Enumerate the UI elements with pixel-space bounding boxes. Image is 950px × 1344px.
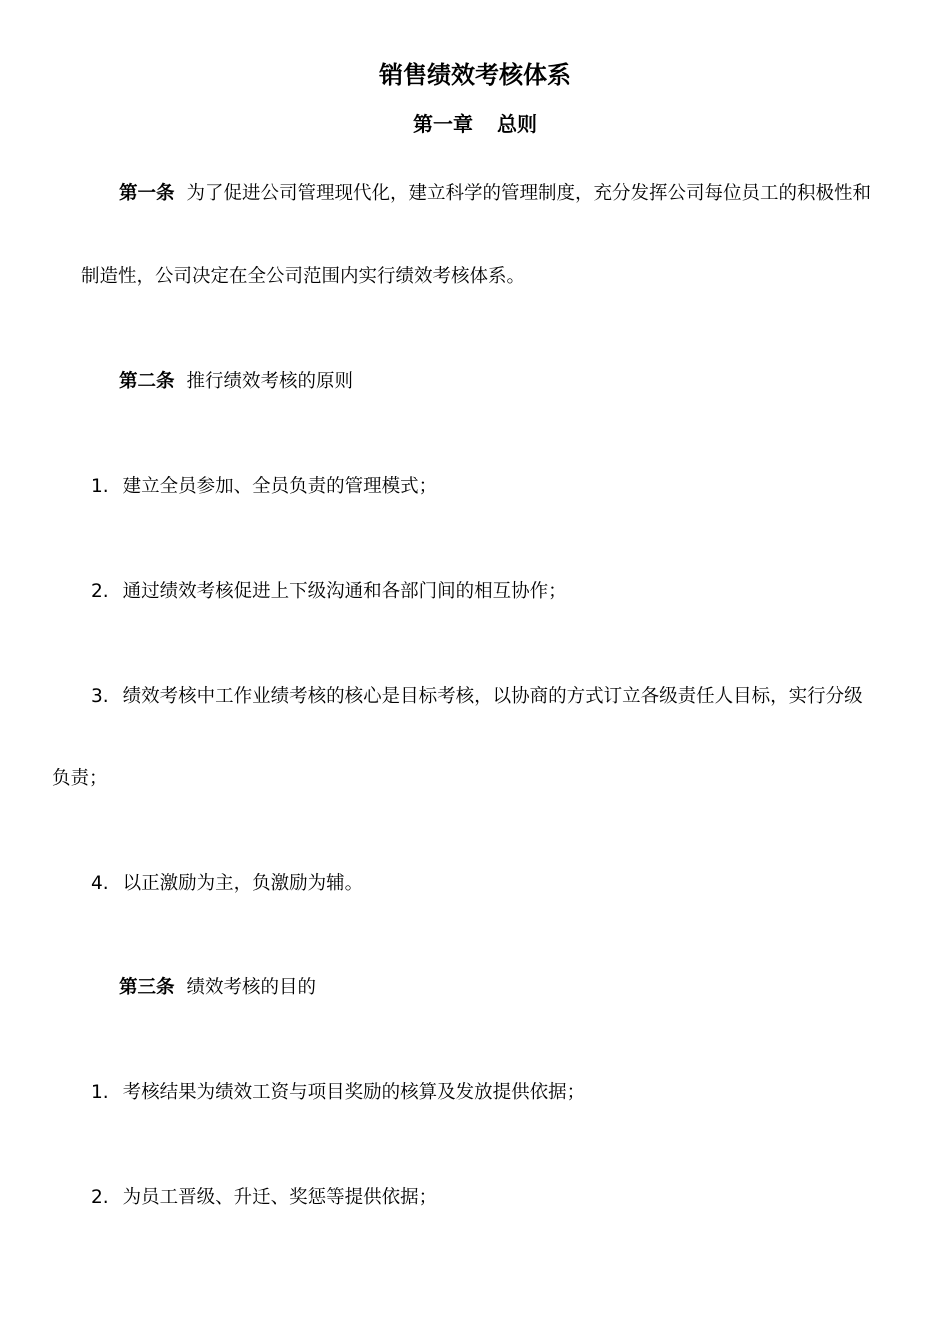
list-item-number: 1. [91,1082,109,1103]
article-3-label: 第三条 [119,977,175,998]
list-item-number: 2. [91,581,109,602]
document-title: 销售绩效考核体系 [379,61,571,89]
list-item-text: 以正激励为主，负激励为辅。 [122,873,364,894]
list-item-number: 3. [91,686,109,707]
article-1-line-2: 制造性，公司决定在全公司范围内实行绩效考核体系。 [81,266,526,287]
article-2-heading [119,368,353,396]
chapter-label: 第一章 [413,112,473,136]
list-item-number: 2. [91,1187,109,1208]
list-item-text: 绩效考核中工作业绩考核的核心是目标考核，以协商的方式订立各级责任人目标，实行分级 [122,686,863,707]
article-1-text-1: 为了促进公司管理现代化，建立科学的管理制度，充分发挥公司每位员工的积极性和 [186,183,872,204]
article-2-label: 第二条 [119,371,175,392]
article-3-heading-text: 绩效考核的目的 [186,977,317,998]
article-2-item-3 [91,683,863,711]
article-3-heading [119,974,316,1002]
list-item-text: 为员工晋级、升迁、奖惩等提供依据； [122,1187,438,1208]
article-2-item-3-continuation: 负责； [52,768,108,789]
article-1-line-1 [119,180,871,208]
article-2-item-4 [91,870,363,898]
article-3-item-1 [91,1079,585,1107]
list-item-text: 建立全员参加、全员负责的管理模式； [122,476,438,497]
list-item-text: 通过绩效考核促进上下级沟通和各部门间的相互协作； [122,581,567,602]
article-1-label: 第一条 [119,183,175,204]
article-2-heading-text: 推行绩效考核的原则 [186,371,354,392]
list-item-text: 考核结果为绩效工资与项目奖励的核算及发放提供依据； [122,1082,586,1103]
article-2-item-1 [91,473,437,501]
chapter-heading [0,109,950,139]
chapter-name: 总则 [497,112,537,136]
article-2-item-2 [91,578,567,606]
article-3-item-2 [91,1184,437,1212]
list-item-number: 1. [91,476,109,497]
list-item-number: 4. [91,873,109,894]
